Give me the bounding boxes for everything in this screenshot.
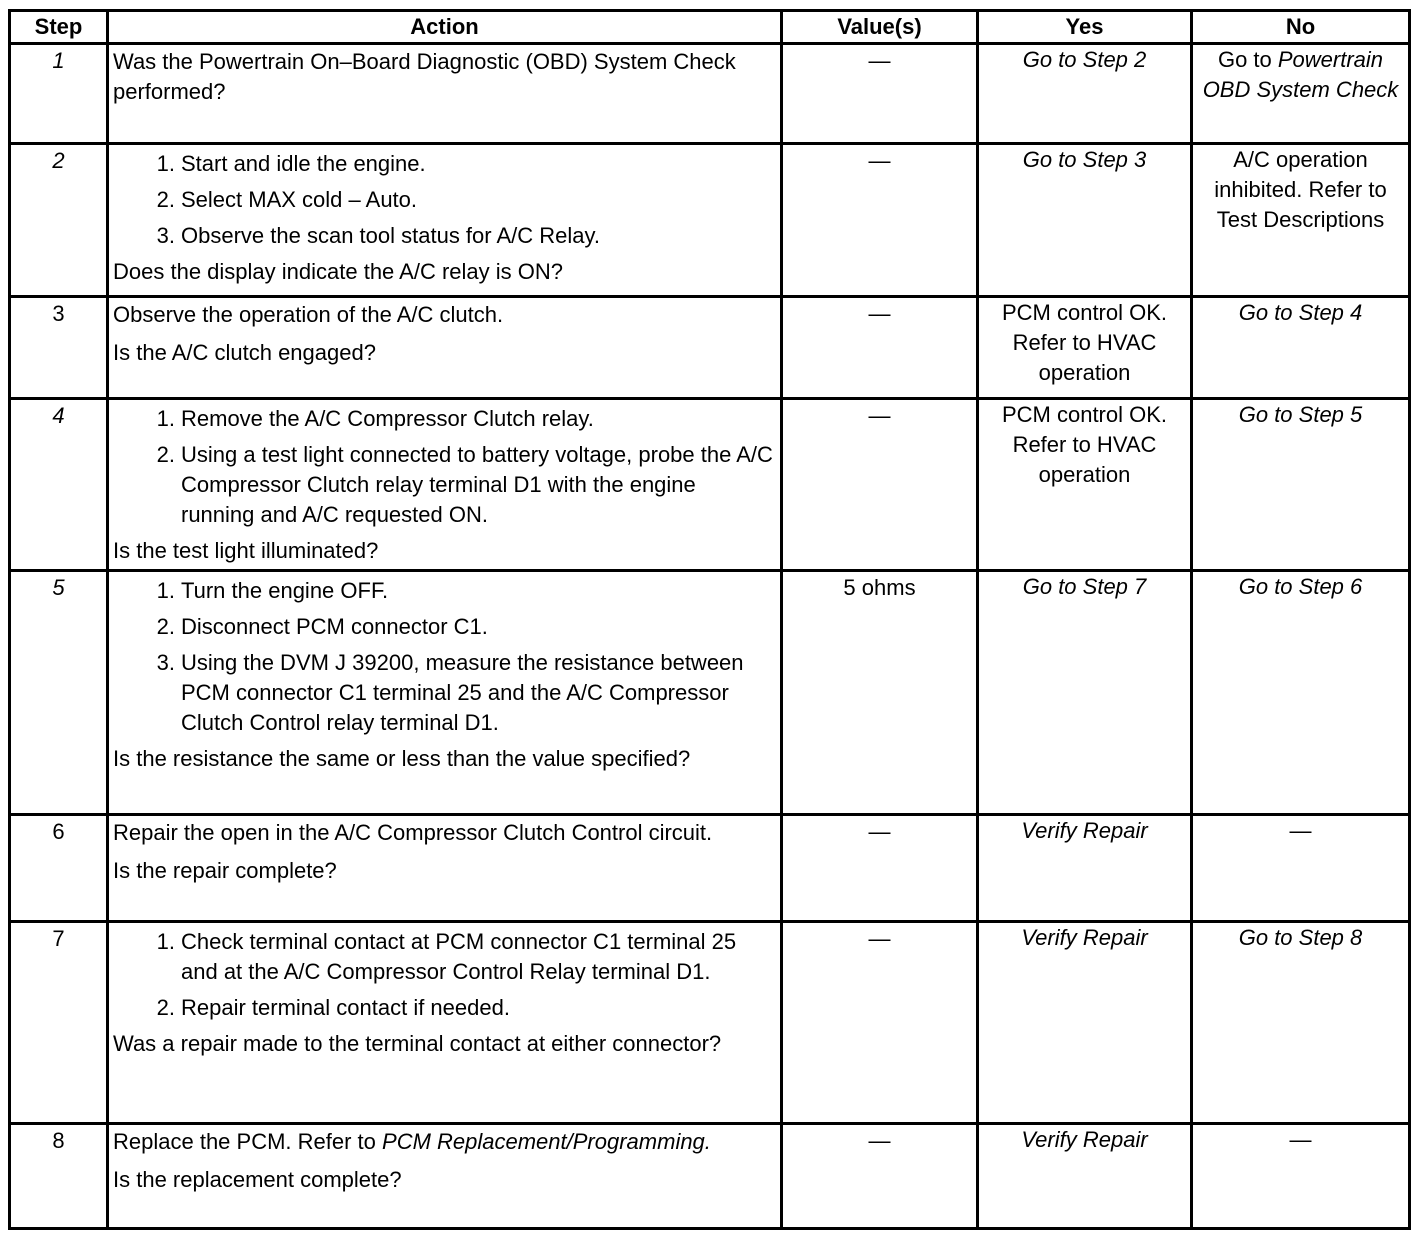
no-cell: Go to Step 5 xyxy=(1192,399,1410,571)
value-cell: 5 ohms xyxy=(782,571,978,815)
step-number: 4 xyxy=(10,399,108,571)
value-cell: — xyxy=(782,144,978,297)
action-cell xyxy=(108,297,782,399)
table-row xyxy=(10,44,1410,144)
action-text: Observe the operation of the A/C clutch. xyxy=(113,302,504,327)
diagnostic-table xyxy=(8,9,1411,1230)
header-step: Step xyxy=(10,11,108,44)
table-row xyxy=(10,922,1410,1124)
question-text: Is the test light illuminated? xyxy=(113,538,379,563)
substep: 2. Select MAX cold – Auto. xyxy=(113,185,774,215)
step-number: 5 xyxy=(10,571,108,815)
table-row xyxy=(10,1124,1410,1229)
substep-text: Disconnect PCM connector C1. xyxy=(181,614,488,639)
table-row xyxy=(10,399,1410,571)
action-cell xyxy=(108,399,782,571)
no-cell: Go to Step 6 xyxy=(1192,571,1410,815)
yes-cell: PCM control OK. Refer to HVAC operation xyxy=(978,297,1192,399)
substep-text: Repair terminal contact if needed. xyxy=(181,995,510,1020)
substep: 2. Disconnect PCM connector C1. xyxy=(113,612,774,642)
yes-cell: PCM control OK. Refer to HVAC operation xyxy=(978,399,1192,571)
action-link-text: PCM Replacement/Programming. xyxy=(382,1129,711,1154)
no-cell: Go to Step 4 xyxy=(1192,297,1410,399)
header-action: Action xyxy=(108,11,782,44)
table-row xyxy=(10,297,1410,399)
substep-text: Observe the scan tool status for A/C Relay. xyxy=(181,223,601,248)
table-row xyxy=(10,571,1410,815)
step-number: 7 xyxy=(10,922,108,1124)
value-cell: — xyxy=(782,815,978,922)
no-cell: — xyxy=(1192,815,1410,922)
substep: 1. Check terminal contact at PCM connector C1 terminal 25 and at the A/C Compressor Control Relay terminal D1. xyxy=(113,927,774,987)
action-text: Was the Powertrain On–Board Diagnostic (OBD) System Check performed? xyxy=(113,49,736,104)
substep-text: Select MAX cold – Auto. xyxy=(181,187,418,212)
question-text: Is the repair complete? xyxy=(113,858,337,883)
yes-cell: Verify Repair xyxy=(978,922,1192,1124)
substep: 3. Using the DVM J 39200, measure the resistance between PCM connector C1 terminal 25 and the A/C Compressor Clutch Control relay terminal D1. xyxy=(113,648,774,738)
step-number: 3 xyxy=(10,297,108,399)
no-cell: — xyxy=(1192,1124,1410,1229)
no-cell: Go to Step 8 xyxy=(1192,922,1410,1124)
substep-text: Remove the A/C Compressor Clutch relay. xyxy=(181,406,594,431)
question-text: Was a repair made to the terminal contact at either connector? xyxy=(113,1031,722,1056)
step-number: 6 xyxy=(10,815,108,922)
substep: 2. Using a test light connected to battery voltage, probe the A/C Compressor Clutch relay terminal D1 with the engine running and A/C requested ON. xyxy=(113,440,774,530)
header-yes: Yes xyxy=(978,11,1192,44)
substep: 1. Remove the A/C Compressor Clutch relay. xyxy=(113,404,774,434)
question-text: Is the replacement complete? xyxy=(113,1167,402,1192)
action-prefix: Replace the PCM. Refer to xyxy=(113,1129,383,1154)
value-cell: — xyxy=(782,922,978,1124)
yes-cell: Verify Repair xyxy=(978,1124,1192,1229)
no-cell xyxy=(1192,44,1410,144)
question-text: Does the display indicate the A/C relay is ON? xyxy=(113,259,564,284)
action-cell xyxy=(108,144,782,297)
value-cell: — xyxy=(782,1124,978,1229)
substep-text: Check terminal contact at PCM connector C1 terminal 25 and at the A/C Compressor Control Relay terminal D1. xyxy=(181,929,737,984)
substep: 2. Repair terminal contact if needed. xyxy=(113,993,774,1023)
substep: 1. Start and idle the engine. xyxy=(113,149,774,179)
yes-cell: Go to Step 2 xyxy=(978,44,1192,144)
value-cell: — xyxy=(782,297,978,399)
action-cell xyxy=(108,815,782,922)
question-text: Is the A/C clutch engaged? xyxy=(113,340,376,365)
value-cell: — xyxy=(782,44,978,144)
header-no: No xyxy=(1192,11,1410,44)
substep-text: Using a test light connected to battery voltage, probe the A/C Compressor Clutch relay terminal D1 with the engine running and A/C requested ON. xyxy=(181,442,773,527)
action-cell xyxy=(108,1124,782,1229)
action-cell xyxy=(108,44,782,144)
table-row xyxy=(10,815,1410,922)
yes-cell: Go to Step 7 xyxy=(978,571,1192,815)
substep: 1. Turn the engine OFF. xyxy=(113,576,774,606)
table-row xyxy=(10,144,1410,297)
action-text: Repair the open in the A/C Compressor Clutch Control circuit. xyxy=(113,820,713,845)
header-values: Value(s) xyxy=(782,11,978,44)
no-prefix: Go to xyxy=(1217,47,1278,72)
yes-cell: Verify Repair xyxy=(978,815,1192,922)
substep-text: Turn the engine OFF. xyxy=(181,578,389,603)
action-cell xyxy=(108,922,782,1124)
no-cell: A/C operation inhibited. Refer to Test Descriptions xyxy=(1192,144,1410,297)
yes-cell: Go to Step 3 xyxy=(978,144,1192,297)
step-number: 8 xyxy=(10,1124,108,1229)
action-text xyxy=(113,1127,774,1157)
substep: 3. Observe the scan tool status for A/C Relay. xyxy=(113,221,774,251)
substep-text: Start and idle the engine. xyxy=(181,151,426,176)
substep-text: Using the DVM J 39200, measure the resistance between PCM connector C1 terminal 25 and the A/C Compressor Clutch Control relay terminal D1. xyxy=(181,650,744,735)
step-number: 1 xyxy=(10,44,108,144)
action-cell xyxy=(108,571,782,815)
step-number: 2 xyxy=(10,144,108,297)
no-link-text: Powertrain OBD System Check xyxy=(1202,47,1399,102)
header-row xyxy=(10,11,1410,44)
value-cell: — xyxy=(782,399,978,571)
question-text: Is the resistance the same or less than the value specified? xyxy=(113,746,691,771)
